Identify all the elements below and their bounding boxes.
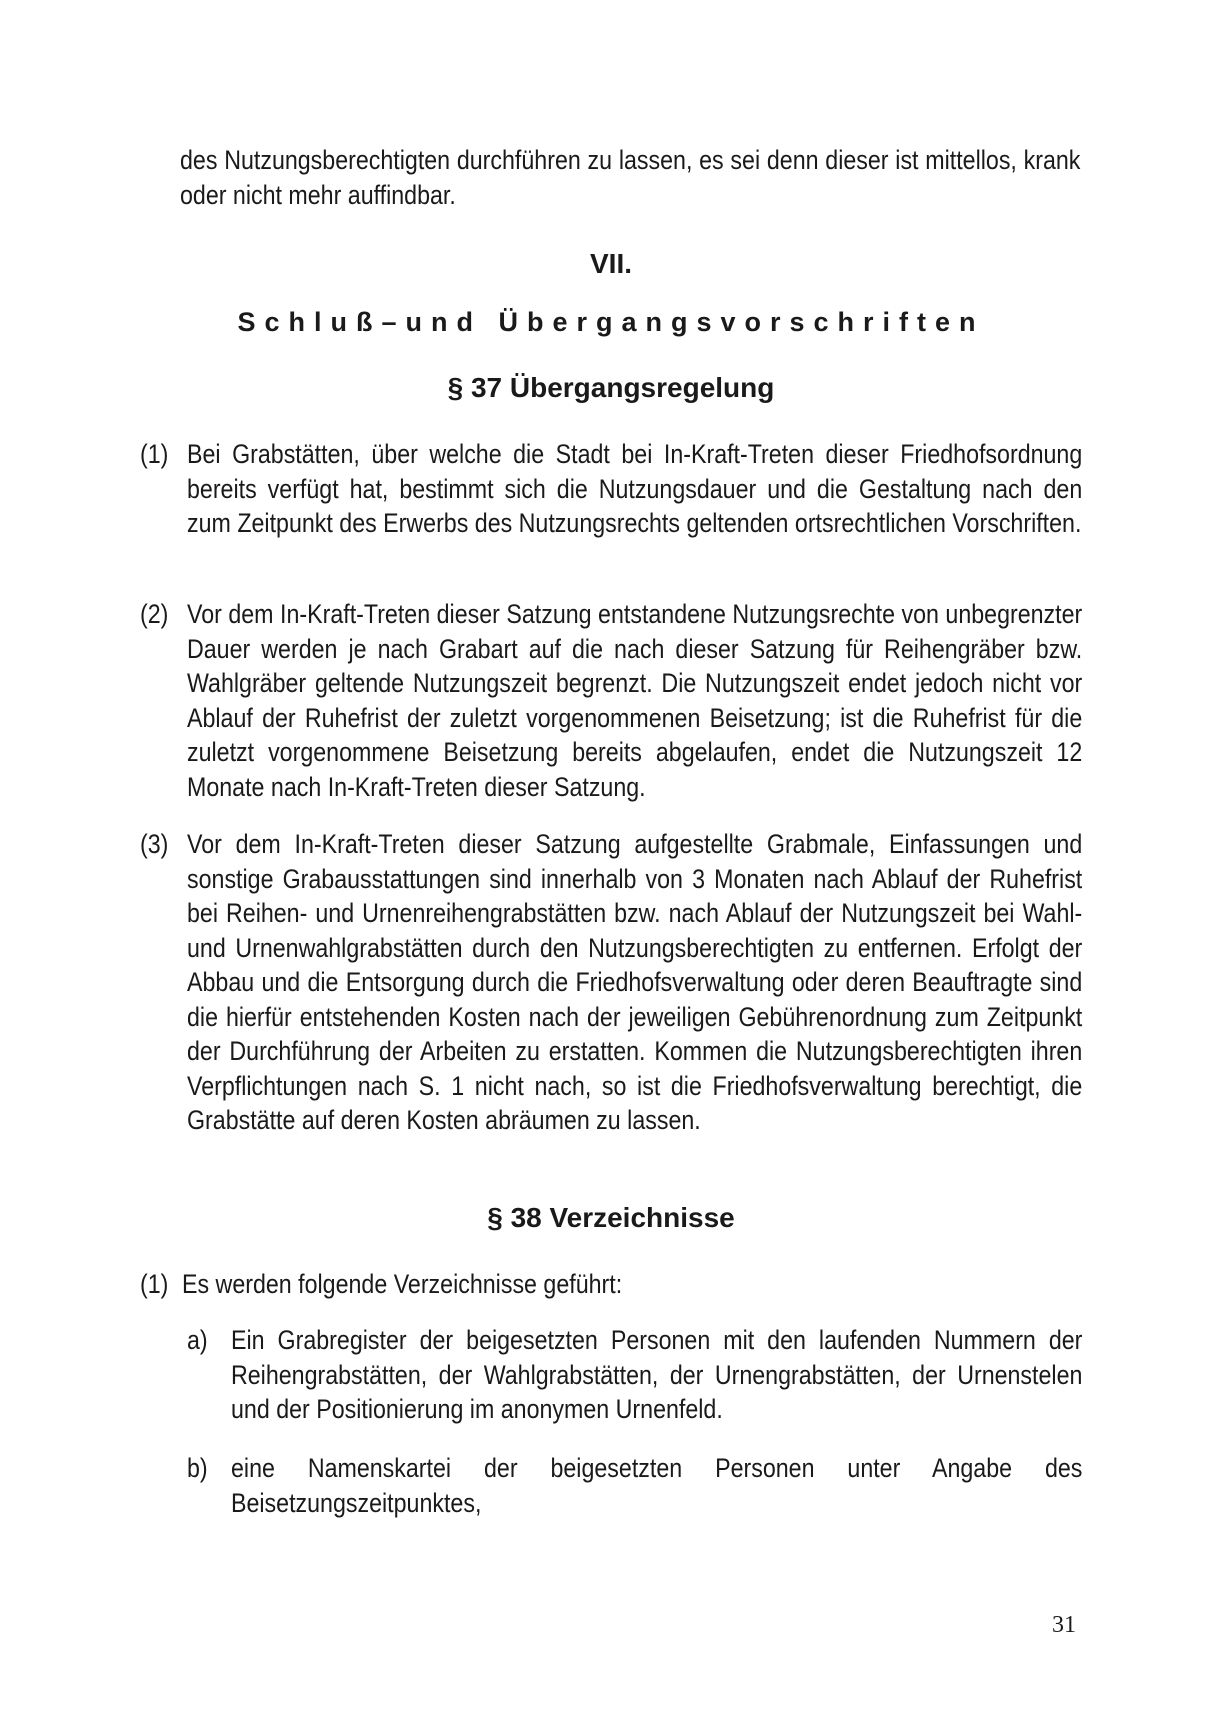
s38-item1-number: (1) bbox=[140, 1269, 169, 1299]
s37-item3-text: Vor dem In-Kraft-Treten dieser Satzung aufgestellte Grabmale, Einfassungen und sonstige Grabausstattungen sind innerhalb von 3 Monaten nach Ablauf der Ruhefrist bei Reihen- und Urnenreihengrabstätten bzw. nach Ablauf der Nutzungszeit bei Wahl- und Urnenwahlgrabstätten durch den Nutzungsberechtigten zu entfernen. Erfolgt der Abbau und die Entsorgung durch die Friedhofsverwaltung oder deren Beauftragte sind die hierfür entstehenden Kosten nach der jeweiligen Gebührenordnung zum Zeitpunkt der Durchführung der Arbeiten zu erstatten. Kommen die Nutzungsberechtigten ihren Verpflichtungen nach S. 1 nicht nach, so ist die Friedhofsverwaltung berechtigt, die Grabstätte auf deren Kosten abräumen zu lassen. bbox=[187, 829, 1083, 1135]
section-number: VII. bbox=[589, 248, 632, 279]
s37-heading: § 37 Übergangsregelung bbox=[447, 372, 775, 403]
page-number: 31 bbox=[1052, 1612, 1076, 1638]
s37-item3-number: (3) bbox=[140, 829, 169, 859]
intro-paragraph: des Nutzungsberechtigten durchführen zu lassen, es sei denn dieser ist mittellos, krank oder nicht mehr auffindbar. bbox=[180, 145, 1081, 210]
s38-heading: § 38 Verzeichnisse bbox=[487, 1202, 735, 1233]
s37-item1-number: (1) bbox=[140, 439, 169, 469]
s37-item2-text: Vor dem In-Kraft-Treten dieser Satzung entstandene Nutzungsrechte von unbegrenzter Dauer werden je nach Grabart auf die nach dieser Satzung für Reihengräber bzw. Wahlgräber geltende Nutzungszeit begrenzt. Die Nutzungszeit endet jedoch nicht vor Ablauf der Ruhefrist der zuletzt vorgenommenen Beisetzung; ist die Ruhefrist für die zuletzt vorgenommene Beisetzung bereits abgelaufen, endet die Nutzungszeit 12 Monate nach In-Kraft-Treten dieser Satzung. bbox=[187, 599, 1083, 802]
s37-item2-number: (2) bbox=[140, 599, 169, 629]
s38-item1-text: Es werden folgende Verzeichnisse geführt: bbox=[182, 1269, 623, 1299]
s38-sub-a-text: Ein Grabregister der beigesetzten Personen mit den laufenden Nummern der Reihengrabstätten, der Wahlgrabstätten, der Urnengrabstätten, der Urnenstelen und der Positionierung im anonymen Urnenfeld. bbox=[231, 1325, 1083, 1424]
section-title: Schluß–und Übergangsvorschriften bbox=[237, 307, 985, 337]
s38-sub-b-letter: b) bbox=[187, 1453, 208, 1483]
s37-item1-text: Bei Grabstätten, über welche die Stadt bei In-Kraft-Treten dieser Friedhofsordnung bereits verfügt hat, bestimmt sich die Nutzungsdauer und die Gestaltung nach den zum Zeitpunkt des Erwerbs des Nutzungsrechts geltenden ortsrechtlichen Vorschriften. bbox=[187, 439, 1083, 538]
s38-sub-b-text: eine Namenskartei der beigesetzten Personen unter Angabe des Beisetzungszeitpunktes, bbox=[231, 1453, 1083, 1518]
s38-sub-a-letter: a) bbox=[187, 1325, 208, 1355]
